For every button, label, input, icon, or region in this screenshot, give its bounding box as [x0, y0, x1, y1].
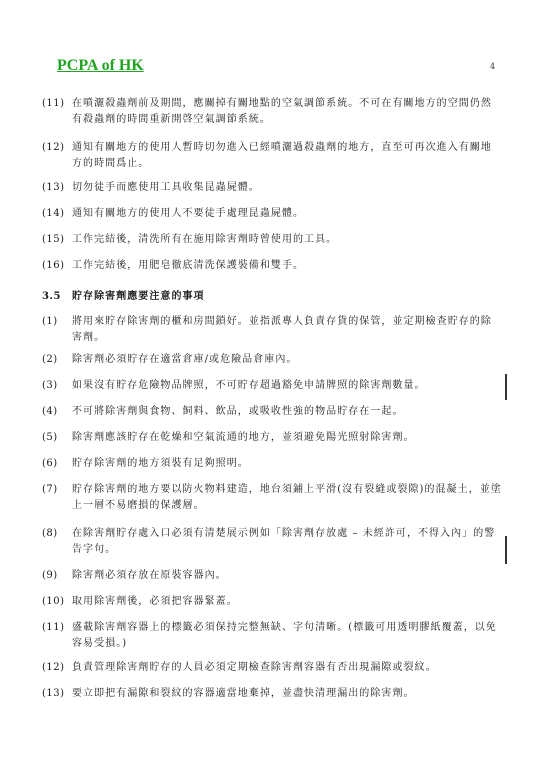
list-item-number: (13) — [42, 182, 65, 193]
list-item — [42, 232, 502, 248]
list-item-text: 切勿徒手而應使用工具收集昆蟲屍體。 — [72, 182, 260, 193]
list-item-number: (16) — [42, 260, 65, 271]
list-item-number: (15) — [42, 234, 65, 245]
list-item — [42, 352, 502, 368]
list-item-number: (13) — [42, 688, 65, 699]
section-heading — [42, 289, 205, 305]
list-item-text: 通知有關地方的使用人暫時切勿進入已經噴灑過殺蟲劑的地方，直至可再次進入有關地方的時間爲止。 — [72, 142, 492, 169]
list-item-number: (14) — [42, 208, 65, 219]
list-item-text: 工作完結後，用肥皂徹底清洗保護裝備和雙手。 — [72, 260, 305, 271]
list-item-text: 負責管理除害劑貯存的人員必須定期檢查除害劑容器有否出現漏隙或裂紋。 — [72, 662, 437, 673]
list-item-text: 要立即把有漏隙和裂紋的容器適當地棄掉，並盡快清理漏出的除害劑。 — [72, 688, 415, 699]
list-item-number: (6) — [42, 458, 58, 469]
list-item-number: (2) — [42, 354, 58, 365]
revision-change-bar — [505, 536, 507, 564]
list-item — [42, 140, 502, 172]
list-item-text: 不可將除害劑與食物、飼料、飲品，或吸收性強的物品貯存在一起。 — [72, 406, 404, 417]
list-item — [42, 568, 502, 584]
list-item — [42, 378, 502, 394]
list-item-text: 在除害劑貯存處入口必須有清楚展示例如「除害劑存放處 – 未經許可，不得入內」的警告字句。 — [72, 528, 496, 555]
list-item-number: (12) — [42, 142, 65, 153]
section-number: 3.5 — [42, 291, 61, 302]
list-item-text: 貯存除害劑的地方要以防火物料建造，地台須鋪上平滑(沒有裂縫或裂隙)的混凝土，並塗上一層不易磨損的保護層。 — [72, 484, 502, 511]
list-item-text: 如果沒有貯存危險物品牌照，不可貯存超過豁免申請牌照的除害劑數量。 — [72, 380, 426, 391]
page-number: 4 — [490, 62, 496, 71]
list-item — [42, 526, 502, 558]
list-item-number: (11) — [42, 622, 65, 633]
list-item-number: (3) — [42, 380, 58, 391]
list-item — [42, 258, 502, 274]
list-item — [42, 96, 502, 128]
list-item — [42, 660, 502, 676]
list-item-text: 貯存除害劑的地方須裝有足夠照明。 — [72, 458, 249, 469]
list-item-text: 通知有關地方的使用人不要徒手處理昆蟲屍體。 — [72, 208, 305, 219]
revision-change-bar — [505, 374, 507, 400]
list-item — [42, 180, 502, 196]
list-item-text: 將用來貯存除害劑的櫃和房間鎖好。並指派專人負責存貨的保管，並定期檢查貯存的除害劑。 — [72, 316, 492, 343]
list-item-number: (12) — [42, 662, 65, 673]
list-item — [42, 594, 502, 610]
list-item — [42, 404, 502, 420]
section-title: 貯存除害劑應要注意的事項 — [72, 291, 205, 302]
list-item-text: 取用除害劑後，必須把容器緊蓋。 — [72, 596, 238, 607]
list-item-text: 在噴灑殺蟲劑前及期間，應關掉有關地點的空氣調節系統。不可在有關地方的空間仍然有殺蟲劑的時間重新開啓空氣調節系統。 — [72, 98, 492, 125]
list-item — [42, 482, 502, 514]
list-item — [42, 206, 502, 222]
list-item-number: (4) — [42, 406, 58, 417]
list-item-text: 工作完結後，清洗所有在施用除害劑時曾使用的工具。 — [72, 234, 338, 245]
list-item-number: (11) — [42, 98, 65, 109]
list-item-number: (8) — [42, 528, 58, 539]
list-item — [42, 620, 502, 652]
list-item-text: 除害劑必須貯存在適當倉庫/或危險品倉庫內。 — [72, 354, 298, 365]
list-item-text: 除害劑必須存放在原裝容器內。 — [72, 570, 227, 581]
list-item-text: 除害劑應該貯存在乾燥和空氣流通的地方，並須避免陽光照射除害劑。 — [72, 432, 415, 443]
list-item-text: 盛載除害劑容器上的標籤必須保持完整無缺、字句清晰。(標籤可用透明膠紙覆蓋，以免容易受損。) — [72, 622, 497, 649]
list-item-number: (7) — [42, 484, 58, 495]
list-item — [42, 686, 502, 702]
list-item-number: (5) — [42, 432, 58, 443]
list-item — [42, 314, 502, 346]
document-header-title: PCPA of HK — [57, 57, 144, 74]
list-item — [42, 456, 502, 472]
list-item-number: (10) — [42, 596, 65, 607]
list-item-number: (1) — [42, 316, 58, 327]
list-item — [42, 430, 502, 446]
list-item-number: (9) — [42, 570, 58, 581]
